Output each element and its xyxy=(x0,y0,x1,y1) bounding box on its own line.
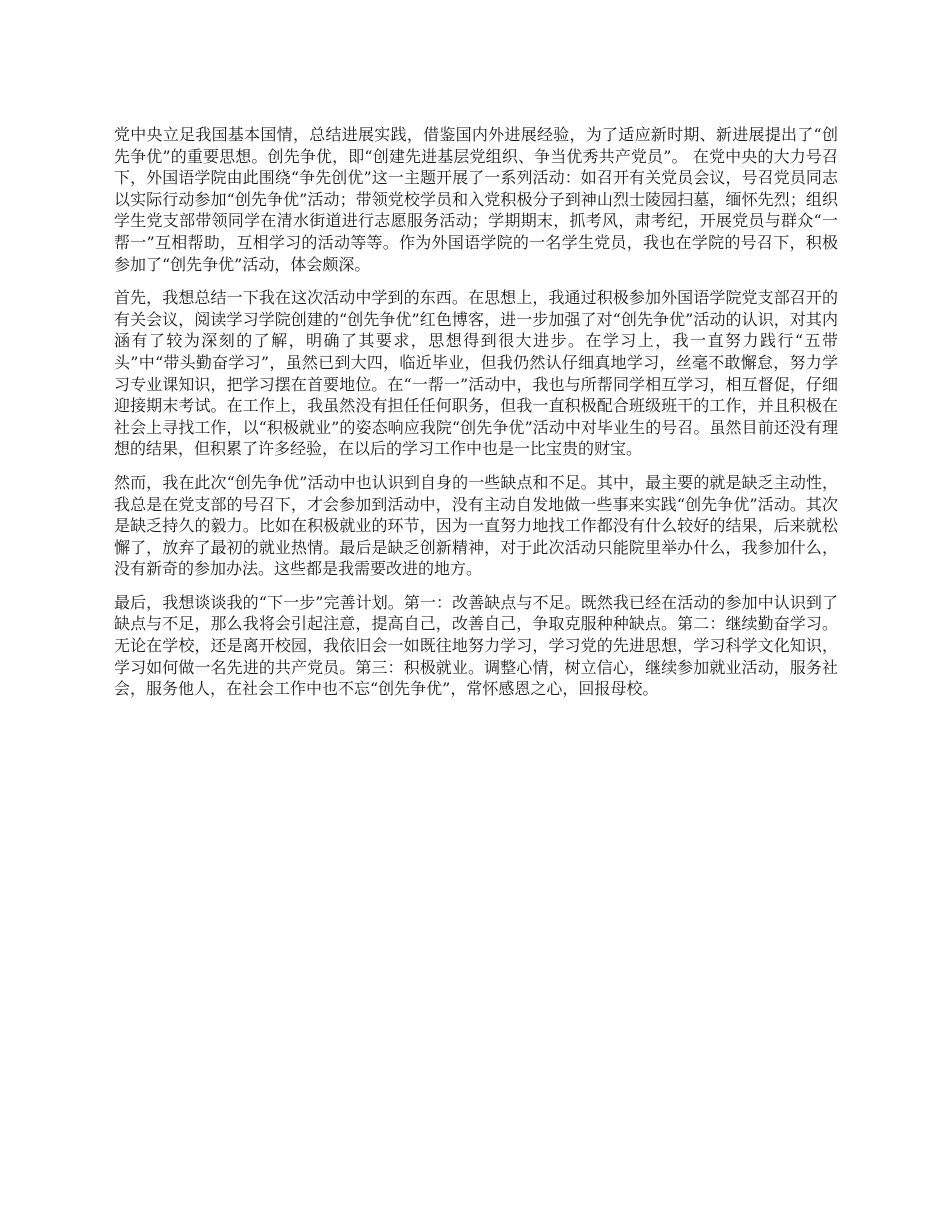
paragraph-intro: 党中央立足我国基本国情，总结进展实践，借鉴国内外进展经验，为了适应新时期、新进展提出了“创先争优”的重要思想。创先争优，即“创建先进基层党组织、争当优秀共产党员”。 在党中央的大力号召下，外国语学院由此围绕“争先创优”这一主题开展了一系列活动：如召开有关党员会议，号召党员同志以实际行动参加“创先争优”活动；带领党校学员和入党积极分子到神山烈士陵园扫墓，缅怀先烈；组织学生党支部带领同学在清水街道进行志愿服务活动；学期期末，抓考风，肃考纪，开展党员与群众“一帮一”互相帮助，互相学习的活动等等。作为外国语学院的一名学生党员，我也在学院的号召下，积极参加了“创先争优”活动，体会颇深。 xyxy=(114,125,838,274)
document-body xyxy=(114,124,838,712)
paragraph-learnings: 首先，我想总结一下我在这次活动中学到的东西。在思想上，我通过积极参加外国语学院党支部召开的有关会议，阅读学习学院创建的“创先争优”红色博客，进一步加强了对“创先争优”活动的认识，对其内涵有了较为深刻的了解，明确了其要求，思想得到很大进步。在学习上，我一直努力践行“五带头”中“带头勤奋学习”，虽然已到大四，临近毕业，但我仍然认仔细真地学习，丝毫不敢懈怠，努力学习专业课知识，把学习摆在首要地位。在“一帮一”活动中，我也与所帮同学相互学习，相互督促，仔细迎接期末考试。在工作上，我虽然没有担任任何职务，但我一直积极配合班级班干的工作，并且积极在社会上寻找工作，以“积极就业”的姿态响应我院“创先争优”活动中对毕业生的号召。虽然目前还没有理想的结果，但积累了许多经验，在以后的学习工作中也是一比宝贵的财宝。 xyxy=(114,288,838,459)
paragraph-shortcomings: 然而，我在此次“创先争优”活动中也认识到自身的一些缺点和不足。其中，最主要的就是缺乏主动性，我总是在党支部的号召下，才会参加到活动中，没有主动自发地做一些事来实践“创先争优”活动。其次是缺乏持久的毅力。比如在积极就业的环节，因为一直努力地找工作都没有什么较好的结果，后来就松懈了，放弃了最初的就业热情。最后是缺乏创新精神，对于此次活动只能院里举办什么，我参加什么，没有新奇的参加办法。这些都是我需要改进的地方。 xyxy=(114,472,838,579)
paragraph-next-steps: 最后，我想谈谈我的“下一步”完善计划。第一：改善缺点与不足。既然我已经在活动的参加中认识到了缺点与不足，那么我将会引起注意，提高自己，改善自己，争取克服种种缺点。第二：继续勤奋学习。无论在学校，还是离开校园，我依旧会一如既往地努力学习，学习党的先进思想，学习科学文化知识，学习如何做一名先进的共产党员。第三：积极就业。调整心情，树立信心，继续参加就业活动，服务社会，服务他人，在社会工作中也不忘“创先争优”，常怀感恩之心，回报母校。 xyxy=(114,592,838,699)
